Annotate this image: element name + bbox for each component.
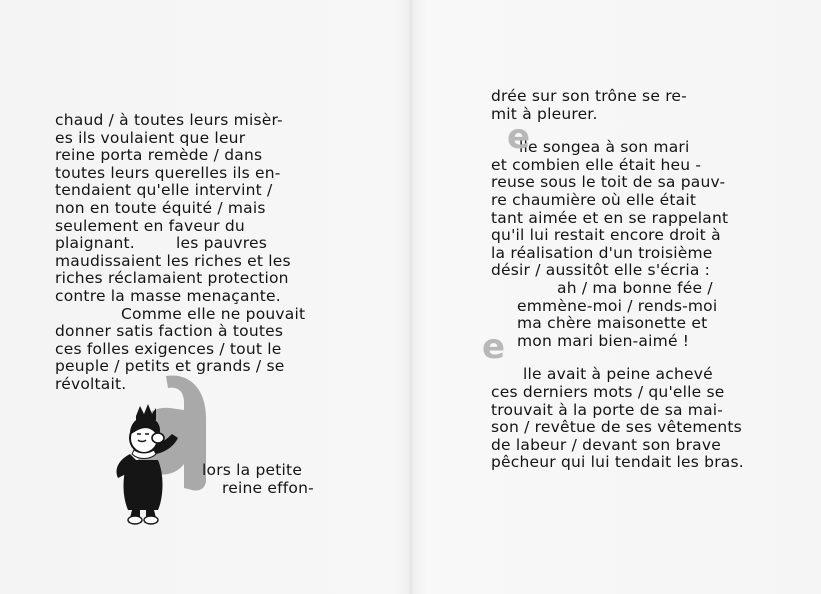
queen-figure-icon [108,368,212,528]
drop-cap-e: e [482,327,506,367]
text-line: reuse sous le toit de sa pauv- [491,173,726,192]
queen-drop-letter-illustration [108,368,212,528]
text-line: trouvait à la porte de sa mai- [491,400,724,419]
text-line: plaignant. les pauvres [55,234,267,253]
text-line: seulement en faveur du [55,216,245,235]
text-line: ces folles exigences / tout le [55,339,282,358]
text-line: de labeur / devant son brave [491,435,721,454]
text-line: toutes leurs querelles ils en- [55,163,281,182]
text-line: tendaient qu'elle intervint / [55,181,273,200]
text-line: mit à pleurer. [491,104,598,123]
text-line: donner satis faction à toutes [55,322,284,341]
text-line: riches réclamaient protection [55,269,289,288]
text-line: pêcheur qui lui tendait les bras. [491,453,744,472]
text-line: maudissaient les riches et les [55,251,291,270]
text-line: et combien elle était heu - [491,155,702,174]
left-page-text [55,112,305,394]
text-line: ah / ma bonne fée / [557,278,713,297]
text-line: tant aimée et en se rappelant [491,208,729,227]
text-line: drée sur son trône se re- [491,87,687,105]
text-line: es ils voulaient que leur [55,128,246,147]
text-line: ces derniers mots / qu'elle se [491,382,725,401]
text-line: emmène-moi / rends-moi [517,296,718,315]
text-line: non en toute équité / mais [55,198,266,217]
left-page [0,0,408,594]
paragraph-gap [491,350,744,366]
text-line: ma chère maisonette et [517,314,708,333]
text-line: peuple / petits et grands / se [55,357,285,376]
text-line: lle songea à son mari [519,138,690,157]
text-line: la réalisation d'un troisième [491,243,713,262]
text-line: re chaumière où elle était [491,190,697,209]
right-page [414,0,821,594]
drop-cap-e: e [507,117,531,157]
text-line: chaud / à toutes leurs misèr- [55,111,283,129]
text-line: révoltait. [55,374,127,393]
text-line: mon mari bien-aimé ! [517,331,690,350]
text-line: reine porta remède / dans [55,146,263,165]
text-line: lors la petite [202,461,303,479]
text-line: désir / aussitôt elle s'écria : [491,261,711,280]
text-line: lle avait à peine achevé [523,365,713,384]
text-line: reine effon- [222,478,314,497]
text-line: qu'il lui restait encore droit à [491,226,721,245]
left-page-tail-text [202,462,314,497]
text-line: son / revêtue de ses vêtements [491,418,742,437]
text-line: Comme elle ne pouvait [121,304,306,323]
text-line: contre la masse menaçante. [55,286,281,305]
